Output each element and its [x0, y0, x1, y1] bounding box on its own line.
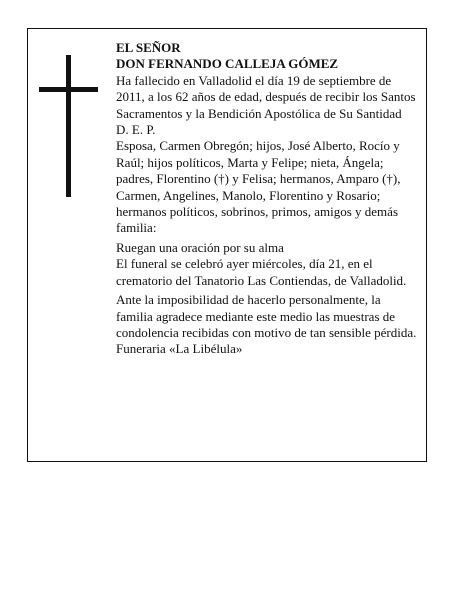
deceased-name: DON FERNANDO CALLEJA GÓMEZ: [116, 56, 339, 72]
prayer-request: Ruegan una oración por su alma: [116, 239, 284, 255]
thanks-message: Ante la imposibilidad de hacerlo personalmente, la familia agradece mediante este medio las muestras de condolencia recibidas con motivo de tan sensible pérdida.: [116, 292, 417, 340]
obituary-text: [116, 40, 418, 358]
funeral-info: El funeral se celebró ayer miércoles, día 21, en el crematorio del Tanatorio Las Contiendas, de Valladolid.: [116, 256, 407, 288]
funeral-home: Funeraria «La Libélula»: [116, 341, 243, 357]
deceased-title: EL SEÑOR: [116, 40, 181, 55]
family-list: Esposa, Carmen Obregón; hijos, José Alberto, Rocío y Raúl; hijos políticos, Marta y Felipe; nieta, Ángela; padres, Florentino (†) y Felisa; hermanos, Amparo (†), Carmen, Angelines, Manolo, Florentino y Rosario; hermanos políticos, sobrinos, primos, amigos y demás familia:: [116, 138, 401, 236]
obituary-notice: [27, 28, 427, 462]
rip-line: D. E. P.: [116, 122, 156, 138]
cross-vertical-bar: [66, 55, 71, 197]
death-announcement: Ha fallecido en Valladolid el día 19 de septiembre de 2011, a los 62 años de edad, después de recibir los Santos Sacramentos y la Bendición Apostólica de Su Santidad: [116, 72, 416, 121]
cross-horizontal-bar: [39, 87, 98, 92]
latin-cross-icon: [39, 55, 98, 197]
